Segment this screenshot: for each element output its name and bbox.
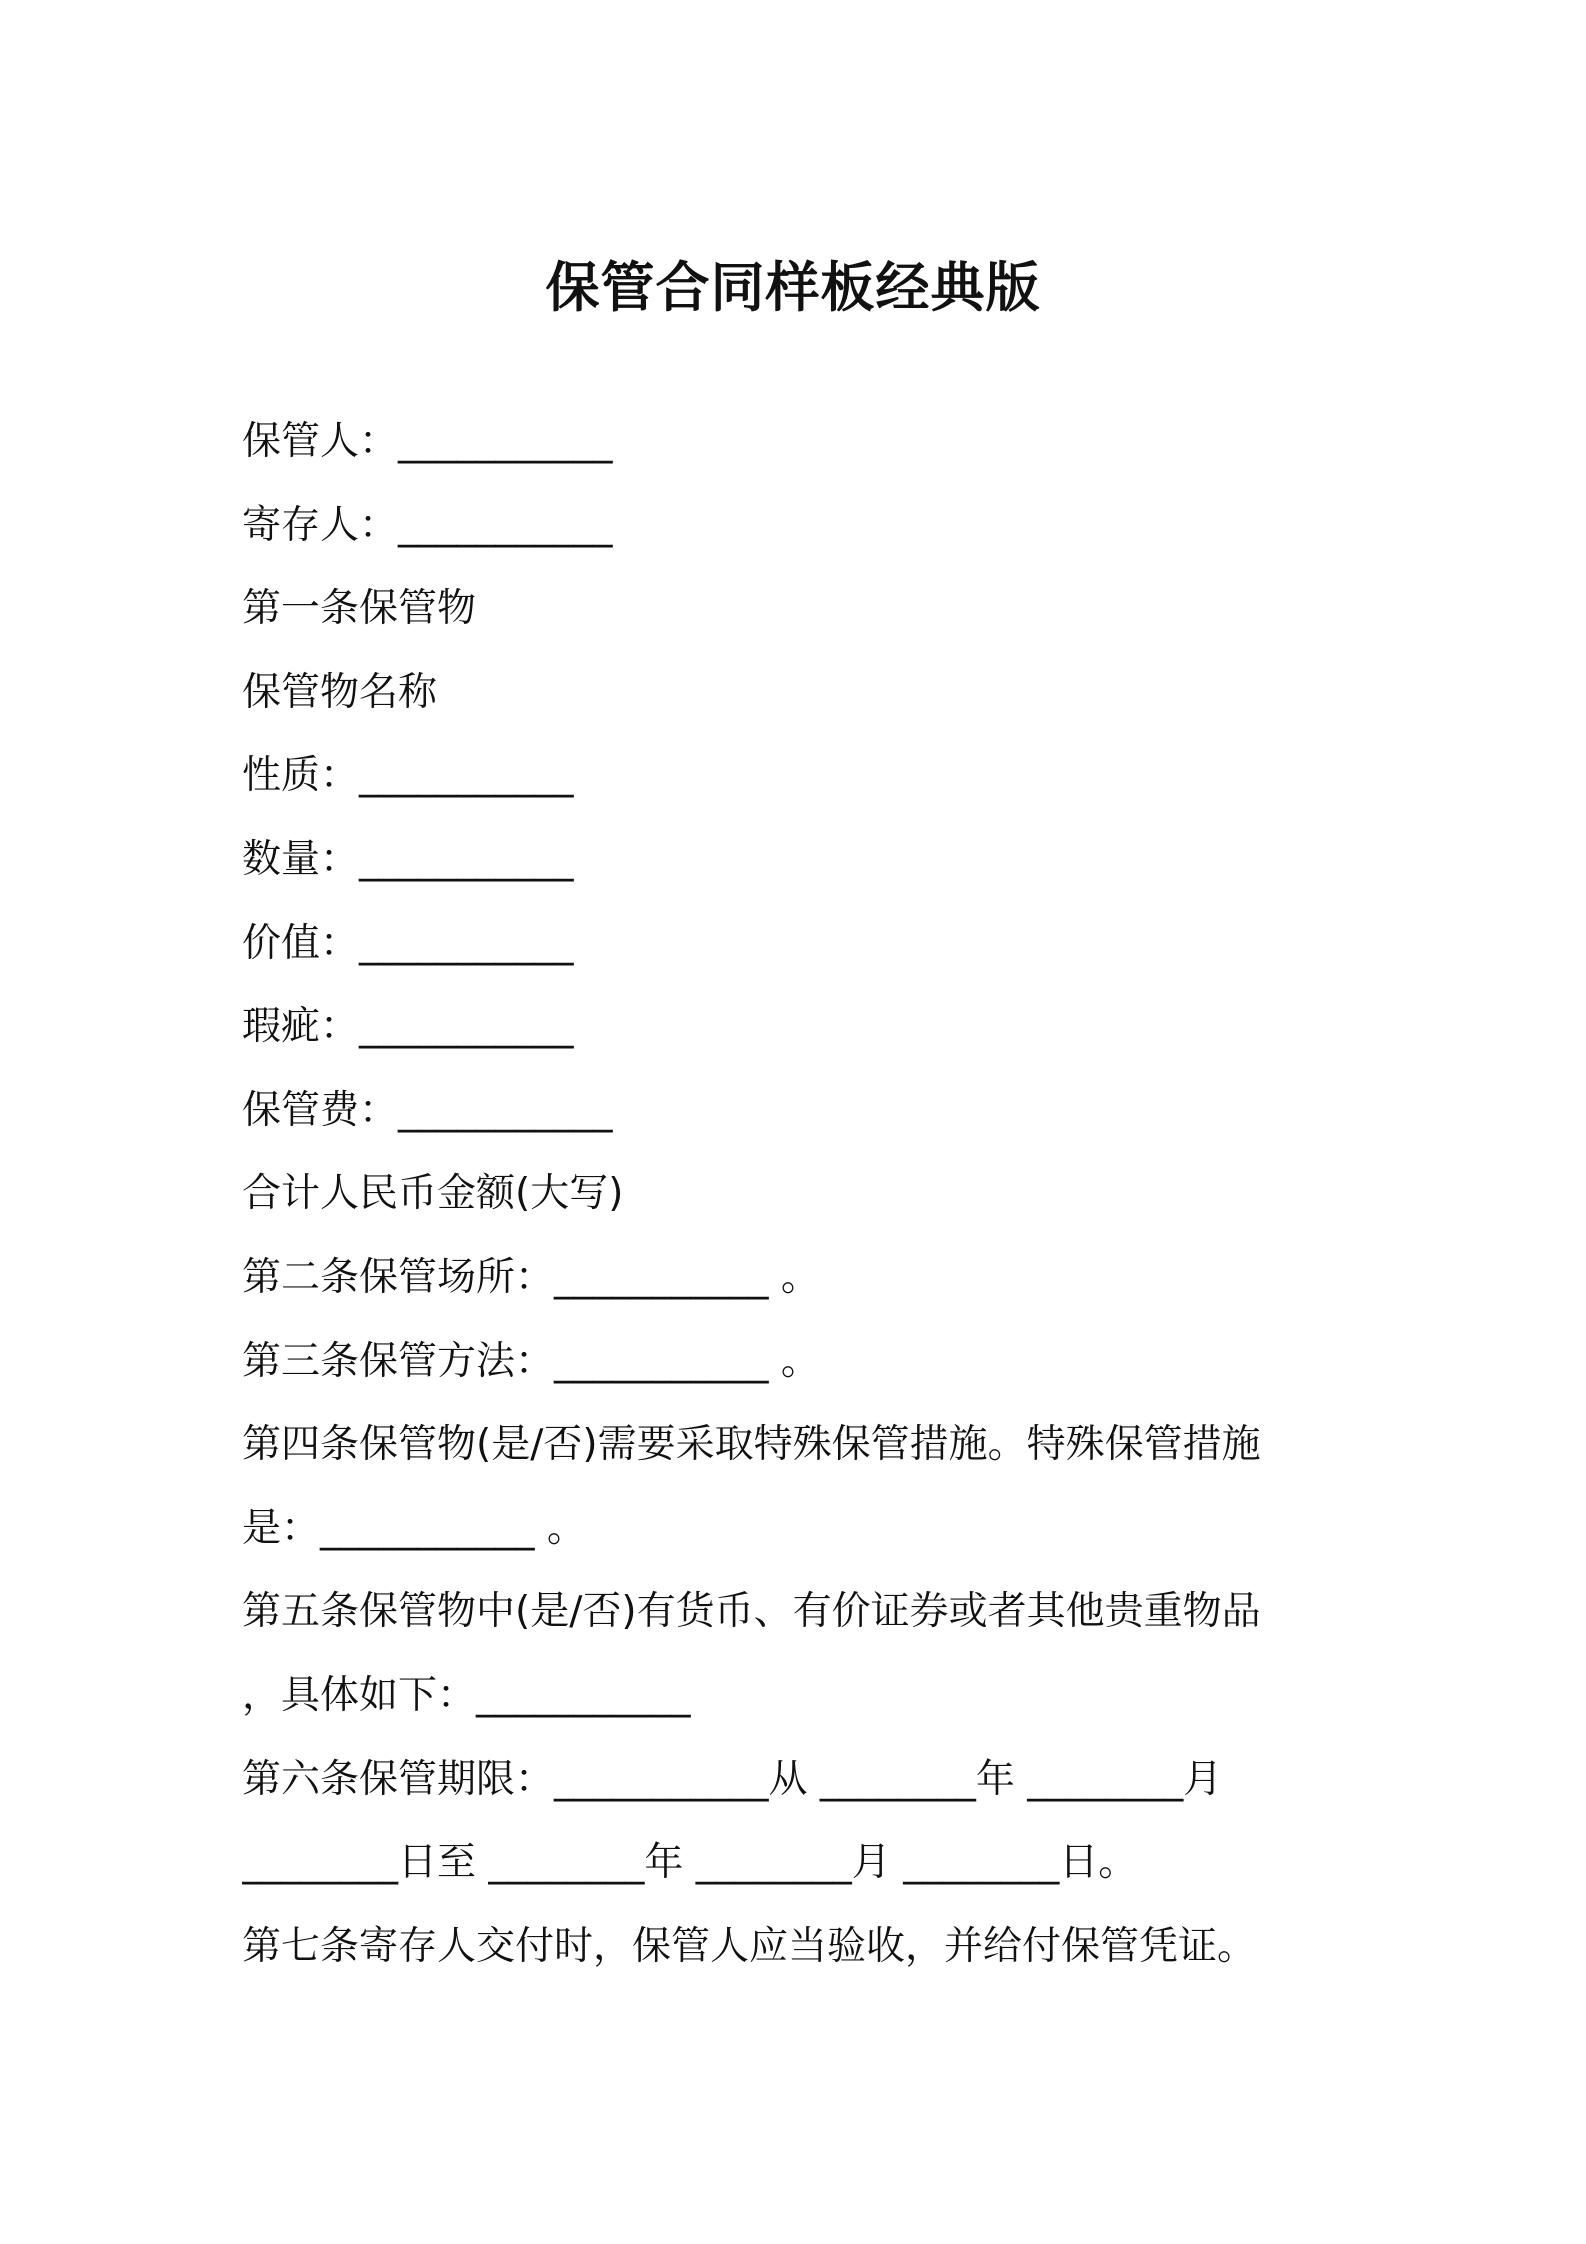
article-1-heading: 第一条保管物: [242, 586, 477, 632]
article-6-storage-period: 第六条保管期限：___________从 ________年 ________月: [242, 1756, 1223, 1802]
document-title: 保管合同样板经典版: [545, 256, 1041, 319]
depositor-field: 寄存人：___________: [242, 502, 613, 548]
quantity-field: 数量：___________: [242, 836, 574, 882]
article-5-valuables: 第五条保管物中(是/否)有货币、有价证券或者其他贵重物品: [242, 1589, 1261, 1635]
article-6-storage-period-cont: ________日至 ________年 ________月 ________日。: [242, 1840, 1138, 1886]
article-4-special-measures: 第四条保管物(是/否)需要采取特殊保管措施。特殊保管措施: [242, 1422, 1261, 1468]
document-body: [242, 400, 1362, 1988]
article-5-valuables-cont: ，具体如下：___________: [242, 1672, 691, 1718]
total-amount-label: 合计人民币金额(大写): [242, 1171, 624, 1217]
storage-fee-field: 保管费：___________: [242, 1087, 613, 1133]
item-name-label: 保管物名称: [242, 669, 438, 715]
nature-field: 性质：___________: [242, 753, 574, 799]
value-field: 价值：___________: [242, 920, 574, 966]
defect-field: 瑕疵：___________: [242, 1004, 574, 1050]
article-7-delivery: 第七条寄存人交付时，保管人应当验收，并给付保管凭证。: [242, 1923, 1257, 1969]
article-3-storage-method: 第三条保管方法：___________ 。: [242, 1338, 820, 1384]
custodian-field: 保管人：___________: [242, 419, 613, 464]
article-4-special-measures-cont: 是：___________ 。: [242, 1505, 586, 1551]
article-2-storage-place: 第二条保管场所：___________ 。: [242, 1254, 820, 1300]
